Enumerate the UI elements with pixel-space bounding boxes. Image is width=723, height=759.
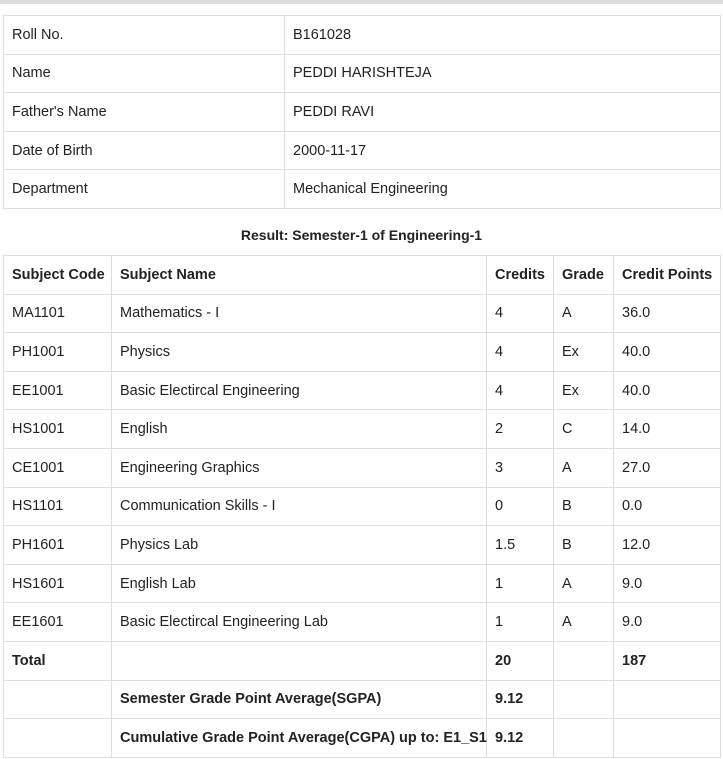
result-title: Result: Semester-1 of Engineering-1 xyxy=(240,227,483,243)
subject-grade: A xyxy=(554,603,614,642)
subject-grade: A xyxy=(554,294,614,333)
header-credits: Credits xyxy=(487,256,554,295)
subject-credits: 1 xyxy=(487,603,554,642)
subject-credits: 0 xyxy=(487,487,554,526)
header-subject-name: Subject Name xyxy=(112,256,487,295)
student-info-table xyxy=(3,15,721,209)
empty-cell xyxy=(112,641,487,680)
info-row-name xyxy=(4,54,721,93)
subject-credit-points: 40.0 xyxy=(614,333,721,372)
subject-row xyxy=(4,603,721,642)
subject-credits: 4 xyxy=(487,371,554,410)
subject-row xyxy=(4,410,721,449)
subject-grade: A xyxy=(554,448,614,487)
subject-row xyxy=(4,526,721,565)
subject-row xyxy=(4,371,721,410)
sgpa-row xyxy=(4,680,721,719)
info-label: Roll No. xyxy=(4,16,285,55)
header-subject-code: Subject Code xyxy=(4,256,112,295)
subject-code: CE1001 xyxy=(4,448,112,487)
subject-grade: B xyxy=(554,526,614,565)
subject-code: HS1101 xyxy=(4,487,112,526)
subject-credit-points: 36.0 xyxy=(614,294,721,333)
info-value: PEDDI HARISHTEJA xyxy=(285,54,721,93)
total-label: Total xyxy=(4,641,112,680)
subject-code: MA1101 xyxy=(4,294,112,333)
subject-grade: Ex xyxy=(554,371,614,410)
subject-rows xyxy=(4,294,721,641)
info-label: Father's Name xyxy=(4,93,285,132)
subject-credits: 1.5 xyxy=(487,526,554,565)
info-label: Department xyxy=(4,170,285,209)
subject-name: Physics xyxy=(112,333,487,372)
total-credits: 20 xyxy=(487,641,554,680)
subject-row xyxy=(4,487,721,526)
subject-row xyxy=(4,294,721,333)
subject-name: Engineering Graphics xyxy=(112,448,487,487)
subject-code: PH1001 xyxy=(4,333,112,372)
info-label: Name xyxy=(4,54,285,93)
total-credit-points: 187 xyxy=(614,641,721,680)
subject-code: EE1601 xyxy=(4,603,112,642)
subject-name: English Lab xyxy=(112,564,487,603)
subject-code: PH1601 xyxy=(4,526,112,565)
subject-grade: B xyxy=(554,487,614,526)
subject-credit-points: 9.0 xyxy=(614,603,721,642)
subject-row xyxy=(4,448,721,487)
empty-cell xyxy=(554,680,614,719)
empty-cell xyxy=(4,680,112,719)
subject-code: HS1001 xyxy=(4,410,112,449)
subject-credits: 4 xyxy=(487,294,554,333)
info-row-department xyxy=(4,170,721,209)
subject-code: EE1001 xyxy=(4,371,112,410)
empty-cell xyxy=(4,719,112,758)
cgpa-value: 9.12 xyxy=(487,719,554,758)
subject-credit-points: 27.0 xyxy=(614,448,721,487)
subject-name: Communication Skills - I xyxy=(112,487,487,526)
empty-cell xyxy=(554,719,614,758)
info-label: Date of Birth xyxy=(4,131,285,170)
info-row-father-name xyxy=(4,93,721,132)
subject-credits: 4 xyxy=(487,333,554,372)
subject-credits: 3 xyxy=(487,448,554,487)
subject-grade: Ex xyxy=(554,333,614,372)
sgpa-value: 9.12 xyxy=(487,680,554,719)
header-grade: Grade xyxy=(554,256,614,295)
subject-credits: 1 xyxy=(487,564,554,603)
subject-grade: C xyxy=(554,410,614,449)
subject-row xyxy=(4,333,721,372)
info-row-roll-no xyxy=(4,16,721,55)
subject-name: Physics Lab xyxy=(112,526,487,565)
info-value: PEDDI RAVI xyxy=(285,93,721,132)
sgpa-label: Semester Grade Point Average(SGPA) xyxy=(112,680,487,719)
subject-credit-points: 40.0 xyxy=(614,371,721,410)
subject-credit-points: 14.0 xyxy=(614,410,721,449)
header-credit-points: Credit Points xyxy=(614,256,721,295)
subject-code: HS1601 xyxy=(4,564,112,603)
cgpa-row xyxy=(4,719,721,758)
subject-credits: 2 xyxy=(487,410,554,449)
total-row xyxy=(4,641,721,680)
subject-credit-points: 0.0 xyxy=(614,487,721,526)
result-header-row xyxy=(4,256,721,295)
cgpa-label: Cumulative Grade Point Average(CGPA) up to: E1_S1 xyxy=(112,719,487,758)
info-value: Mechanical Engineering xyxy=(285,170,721,209)
result-table xyxy=(3,255,721,758)
subject-credit-points: 12.0 xyxy=(614,526,721,565)
subject-name: English xyxy=(112,410,487,449)
subject-name: Mathematics - I xyxy=(112,294,487,333)
top-divider xyxy=(0,0,723,4)
info-value: B161028 xyxy=(285,16,721,55)
subject-row xyxy=(4,564,721,603)
info-value: 2000-11-17 xyxy=(285,131,721,170)
empty-cell xyxy=(554,641,614,680)
subject-grade: A xyxy=(554,564,614,603)
empty-cell xyxy=(614,680,721,719)
empty-cell xyxy=(614,719,721,758)
subject-name: Basic Electircal Engineering xyxy=(112,371,487,410)
subject-name: Basic Electircal Engineering Lab xyxy=(112,603,487,642)
subject-credit-points: 9.0 xyxy=(614,564,721,603)
info-row-date-of-birth xyxy=(4,131,721,170)
